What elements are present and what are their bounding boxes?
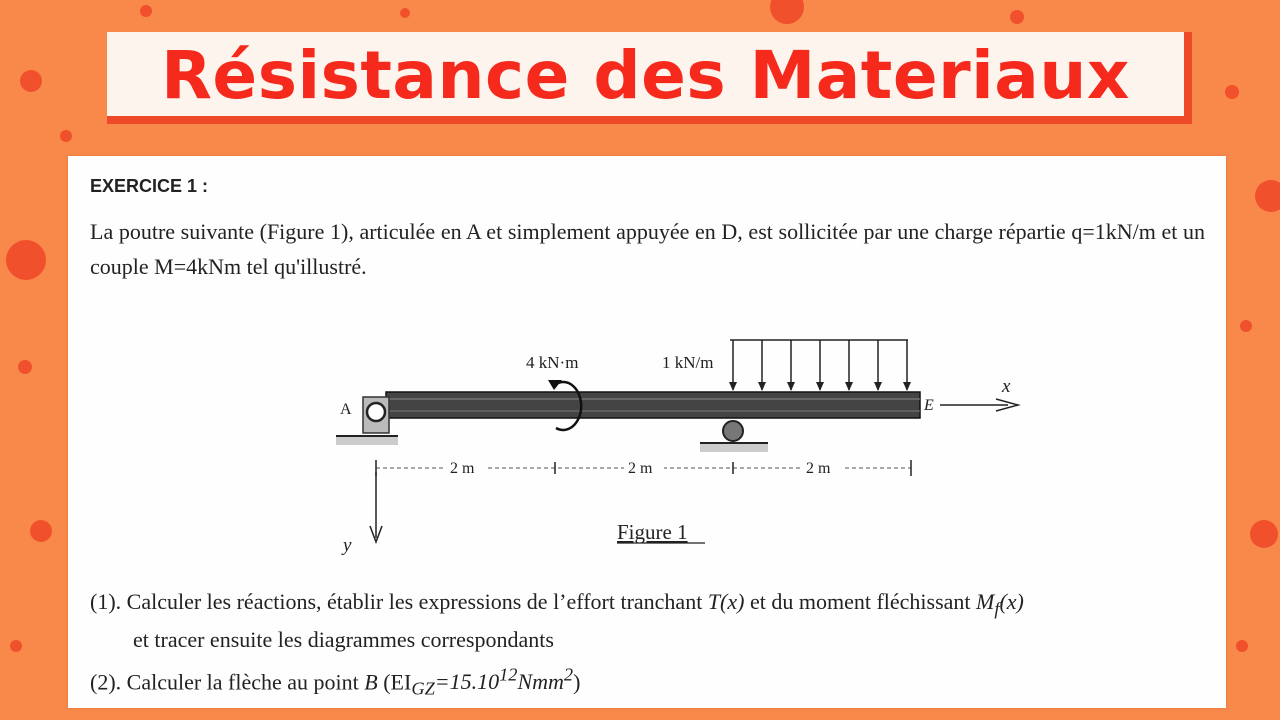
pin-hinge bbox=[367, 403, 385, 421]
exercise-statement: La poutre suivante (Figure 1), articulée en A et simplement appuyée en D, est sollicitée par une charge répartie q=1kN/m et un couple M=4kNm tel qu'illustré. bbox=[90, 219, 1205, 279]
ei-value: =15.10 bbox=[434, 669, 500, 695]
decor-dot bbox=[1255, 180, 1280, 212]
decor-dot bbox=[1225, 85, 1239, 99]
mf-argument: (x) bbox=[999, 589, 1024, 614]
load-label: 1 kN/m bbox=[662, 353, 714, 372]
decor-dot bbox=[60, 130, 72, 142]
decor-dot bbox=[18, 360, 32, 374]
point-b: B bbox=[364, 669, 378, 695]
question-2 bbox=[90, 659, 580, 705]
mf-letter: M bbox=[976, 589, 995, 614]
dimension-label-3: 2 m bbox=[806, 460, 831, 477]
question-1 bbox=[90, 586, 1210, 656]
beam bbox=[386, 392, 920, 418]
decor-dot bbox=[1236, 640, 1248, 652]
question-1-line-2: et tracer ensuite les diagrammes correspondants bbox=[133, 627, 554, 653]
ei-subscript: GZ bbox=[411, 678, 435, 699]
dimension-label-2: 2 m bbox=[628, 460, 653, 477]
distributed-load-arrows bbox=[729, 340, 911, 391]
decor-dot bbox=[10, 640, 22, 652]
page-title: Résistance des Materiaux bbox=[161, 37, 1130, 114]
decor-dot bbox=[1010, 10, 1024, 24]
question-1-text: et du moment fléchissant bbox=[744, 589, 977, 614]
decor-dot bbox=[30, 520, 52, 542]
exercise-sheet bbox=[68, 156, 1226, 708]
beam-figure bbox=[68, 156, 1226, 576]
mf-subscript: f bbox=[994, 598, 1000, 619]
ei-close: ) bbox=[573, 669, 581, 695]
decor-dot bbox=[20, 70, 42, 92]
decor-dot bbox=[6, 240, 46, 280]
decor-dot bbox=[400, 8, 410, 18]
decor-dot bbox=[140, 5, 152, 17]
title-banner bbox=[107, 32, 1192, 124]
ground-hatch-a bbox=[336, 437, 398, 445]
dimension-label-1: 2 m bbox=[450, 460, 475, 477]
ground-hatch-d bbox=[700, 444, 768, 452]
point-a-label: A bbox=[340, 401, 352, 418]
decor-dot bbox=[770, 0, 804, 24]
point-e-label: E bbox=[924, 397, 934, 414]
decor-dot bbox=[1250, 520, 1278, 548]
tx-symbol: T(x) bbox=[707, 589, 745, 614]
mf-symbol bbox=[976, 589, 1024, 619]
x-axis-label: x bbox=[1002, 376, 1011, 397]
question-2-text: (2). Calculer la flèche au point bbox=[90, 669, 365, 695]
y-axis-label: y bbox=[343, 535, 352, 556]
moment-arrowhead bbox=[548, 380, 562, 390]
moment-label: 4 kN·m bbox=[526, 353, 579, 372]
ei-exponent: 12 bbox=[499, 665, 518, 685]
ei-unit: Nmm bbox=[517, 669, 564, 695]
ei-unit-exponent: 2 bbox=[563, 665, 574, 685]
question-1-text: (1). Calculer les réactions, établir les expressions de l’effort tranchant bbox=[90, 589, 708, 614]
decor-dot bbox=[1240, 320, 1252, 332]
exercise-heading: EXERCICE 1 : bbox=[90, 176, 209, 196]
figure-caption: Figure 1 bbox=[617, 520, 688, 544]
roller-support-d bbox=[723, 421, 743, 441]
ei-open: (EI bbox=[377, 669, 412, 695]
